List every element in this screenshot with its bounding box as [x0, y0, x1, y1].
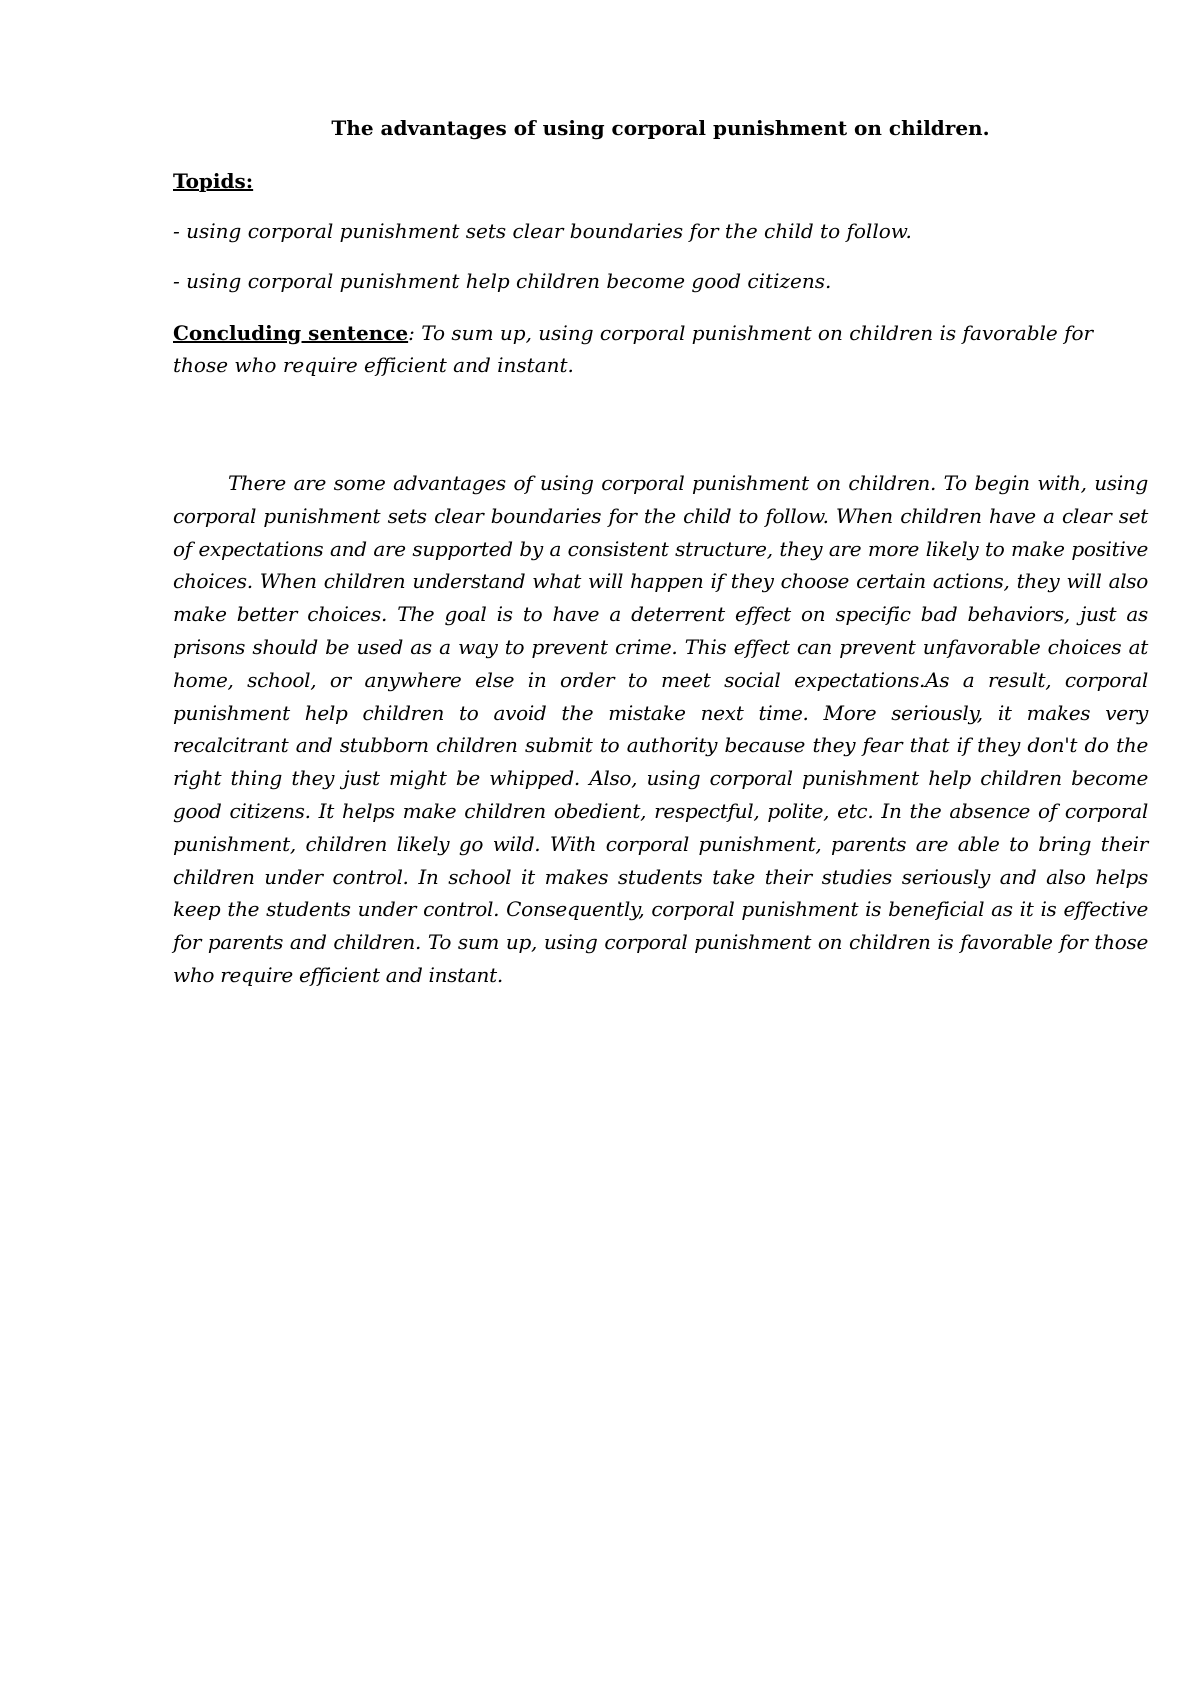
concluding-text: To sum up, using corporal punishment on children is favorable for those who require efficient and instant.	[173, 321, 1094, 377]
concluding-label: Concluding sentence	[173, 321, 409, 345]
concluding-sentence	[173, 317, 1148, 381]
concluding-colon: :	[408, 321, 415, 345]
topics-heading: Topids:	[173, 169, 254, 193]
topic-item-2: - using corporal punishment help children become good citizens.	[173, 269, 832, 293]
document-content	[173, 112, 1148, 992]
topic-item-1: - using corporal punishment sets clear boundaries for the child to follow.	[173, 219, 912, 243]
body-paragraph: There are some advantages of using corporal punishment on children. To begin with, using corporal punishment sets clear boundaries for the child to follow. When children have a clear set of expectations and are supported by a consistent structure, they are more likely to make positive choices. When children understand what will happen if they choose certain actions, they will also make better choices. The goal is to have a deterrent effect on specific bad behaviors, just as prisons should be used as a way to prevent crime. This effect can prevent unfavorable choices at home, school, or anywhere else in order to meet social expectations.As a result, corporal punishment help children to avoid the mistake next time. More seriously, it makes very recalcitrant and stubborn children submit to authority because they fear that if they don't do the right thing they just might be whipped. Also, using corporal punishment help children become good citizens. It helps make children obedient, respectful, polite, etc. In the absence of corporal punishment, children likely go wild. With corporal punishment, parents are able to bring their children under control. In school it makes students take their studies seriously and also helps keep the students under control. Consequently, corporal punishment is beneficial as it is effective for parents and children. To sum up, using corporal punishment on children is favorable for those who require efficient and instant.	[173, 471, 1148, 987]
document-title: The advantages of using corporal punishment on children.	[331, 116, 990, 140]
